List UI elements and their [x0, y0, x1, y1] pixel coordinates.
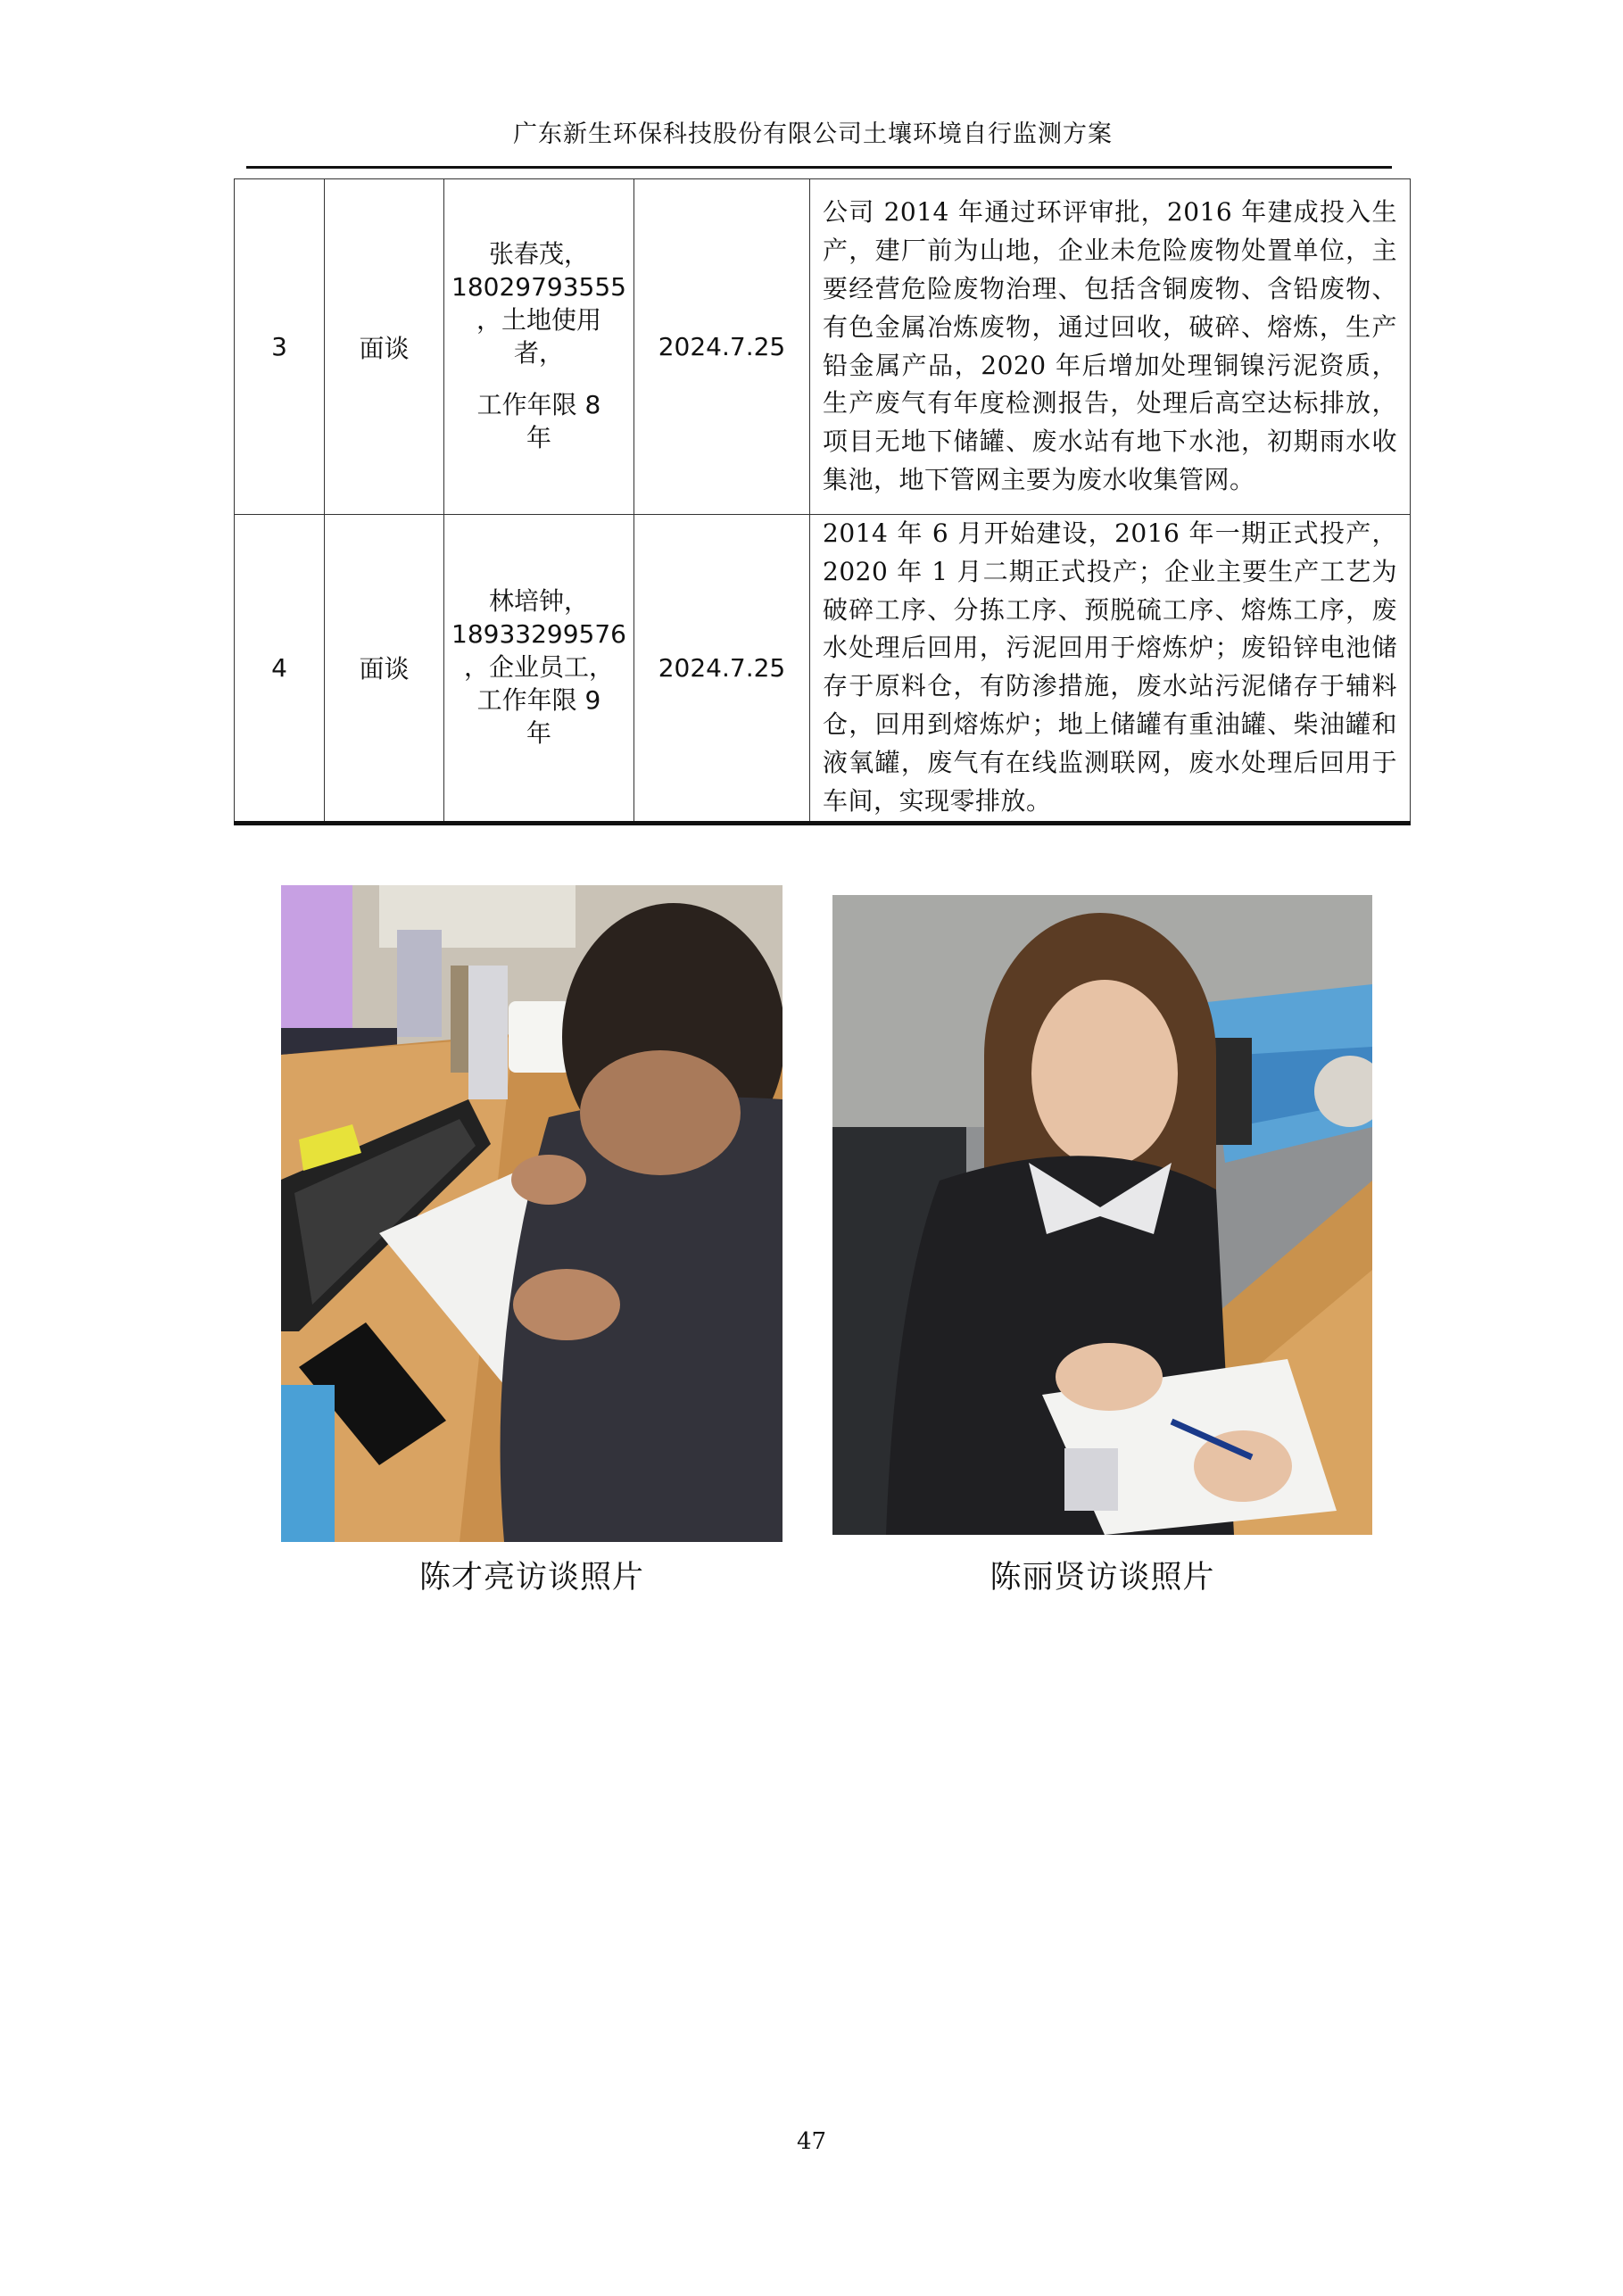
interviewee-line: 张春茂， [488, 238, 589, 269]
interviewee-info [444, 179, 634, 515]
interviewee-line: 18933299576 [451, 618, 626, 649]
interviewee-info [444, 515, 634, 824]
header-rule [246, 166, 1392, 169]
interviewee-line: 工作年限 8 [476, 390, 601, 420]
page-number: 47 [796, 2128, 827, 2155]
survey-method: 面谈 [325, 179, 444, 515]
interview-content: 公司 2014 年通过环评审批，2016 年建成投入生产，建厂前为山地，企业未危险废物处置单位，主要经营危险废物治理、包括含铜废物、含铅废物、有色金属冶炼废物，通过回收，破碎、熔炼，生产铅金属产品，2020 年后增加处理铜镍污泥资质，生产废气有年度检测报告，处理后高空达标排放，项目无地下储罐、废水站有地下水池，初期雨水收集池，地下管网主要为废水收集管网。 [810, 179, 1411, 515]
interview-table [234, 178, 1411, 825]
interview-date: 2024.7.25 [634, 179, 810, 515]
interviewee-line: 者， [513, 337, 564, 368]
photo-caption: 陈丽贤访谈照片 [990, 1560, 1215, 1596]
interviewee-line: 年 [526, 717, 551, 748]
table-row [235, 179, 1411, 515]
row-number: 4 [235, 515, 325, 824]
row-number: 3 [235, 179, 325, 515]
interviewee-line: 年 [526, 423, 551, 453]
photo-caption: 陈才亮访谈照片 [418, 1560, 644, 1596]
interview-photo-chen-cailiang [281, 885, 783, 1542]
interviewee-line: 工作年限 9 [476, 684, 601, 715]
interviewee-line: ，企业员工， [463, 651, 614, 682]
interviewee-line: ，土地使用 [476, 304, 601, 335]
interview-photo-chen-lixian [832, 895, 1372, 1535]
survey-method: 面谈 [325, 515, 444, 824]
interview-content: 2014 年 6 月开始建设，2016 年一期正式投产，2020 年 1 月二期正式投产；企业主要生产工艺为破碎工序、分拣工序、预脱硫工序、熔炼工序，废水处理后回用，污泥回用于熔炼炉；废铅锌电池储存于原料仓，有防渗措施，废水站污泥储存于辅料仓，回用到熔炼炉；地上储罐有重油罐、柴油罐和液氧罐，废气有在线监测联网，废水处理后回用于车间，实现零排放。 [810, 515, 1411, 824]
interviewee-line: 18029793555 [451, 271, 626, 302]
work-years [444, 389, 633, 455]
document-header: 广东新生环保科技股份有限公司土壤环境自行监测方案 [513, 120, 1113, 148]
interviewee-line: 林培钟， [488, 585, 589, 616]
table-row [235, 515, 1411, 824]
interview-date: 2024.7.25 [634, 515, 810, 824]
